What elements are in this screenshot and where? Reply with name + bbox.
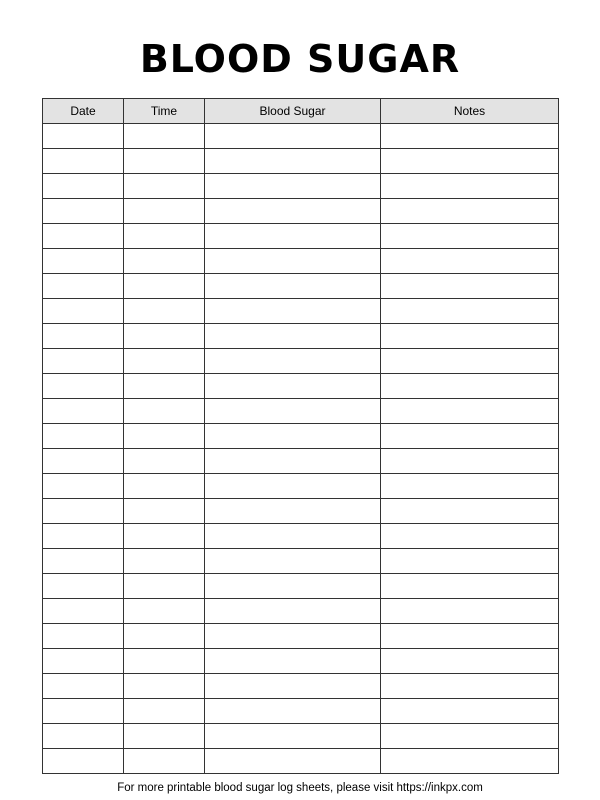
table-row	[43, 624, 559, 649]
blood-sugar-cell[interactable]	[205, 424, 381, 449]
notes-cell[interactable]	[381, 124, 559, 149]
column-header-date: Date	[43, 99, 124, 124]
time-cell[interactable]	[124, 424, 205, 449]
blood-sugar-cell[interactable]	[205, 624, 381, 649]
table-row	[43, 674, 559, 699]
notes-cell[interactable]	[381, 449, 559, 474]
notes-cell[interactable]	[381, 599, 559, 624]
table-row	[43, 424, 559, 449]
blood-sugar-cell[interactable]	[205, 574, 381, 599]
blood-sugar-cell[interactable]	[205, 449, 381, 474]
blood-sugar-cell[interactable]	[205, 499, 381, 524]
table-row	[43, 474, 559, 499]
notes-cell[interactable]	[381, 174, 559, 199]
time-cell[interactable]	[124, 599, 205, 624]
time-cell[interactable]	[124, 624, 205, 649]
notes-cell[interactable]	[381, 474, 559, 499]
time-cell[interactable]	[124, 449, 205, 474]
time-cell[interactable]	[124, 524, 205, 549]
notes-cell[interactable]	[381, 724, 559, 749]
notes-cell[interactable]	[381, 649, 559, 674]
date-cell[interactable]	[43, 349, 124, 374]
table-row	[43, 224, 559, 249]
blood-sugar-cell[interactable]	[205, 349, 381, 374]
notes-cell[interactable]	[381, 674, 559, 699]
time-cell[interactable]	[124, 174, 205, 199]
blood-sugar-cell[interactable]	[205, 549, 381, 574]
date-cell[interactable]	[43, 749, 124, 774]
notes-cell[interactable]	[381, 524, 559, 549]
blood-sugar-cell[interactable]	[205, 174, 381, 199]
blood-sugar-cell[interactable]	[205, 224, 381, 249]
date-cell[interactable]	[43, 549, 124, 574]
time-cell[interactable]	[124, 699, 205, 724]
notes-cell[interactable]	[381, 424, 559, 449]
date-cell[interactable]	[43, 674, 124, 699]
time-cell[interactable]	[124, 199, 205, 224]
notes-cell[interactable]	[381, 249, 559, 274]
footer-note: For more printable blood sugar log sheets, please visit https://inkpx.com	[117, 782, 483, 794]
time-cell[interactable]	[124, 399, 205, 424]
date-cell[interactable]	[43, 374, 124, 399]
table-row	[43, 649, 559, 674]
notes-cell[interactable]	[381, 349, 559, 374]
table-row	[43, 274, 559, 299]
date-cell[interactable]	[43, 599, 124, 624]
time-cell[interactable]	[124, 749, 205, 774]
notes-cell[interactable]	[381, 324, 559, 349]
notes-cell[interactable]	[381, 199, 559, 224]
blood-sugar-cell[interactable]	[205, 699, 381, 724]
date-cell[interactable]	[43, 149, 124, 174]
notes-cell[interactable]	[381, 749, 559, 774]
date-cell[interactable]	[43, 249, 124, 274]
column-header-notes: Notes	[381, 99, 559, 124]
blood-sugar-cell[interactable]	[205, 149, 381, 174]
table-row	[43, 149, 559, 174]
time-cell[interactable]	[124, 574, 205, 599]
notes-cell[interactable]	[381, 274, 559, 299]
notes-cell[interactable]	[381, 549, 559, 574]
table-row	[43, 374, 559, 399]
column-header-time: Time	[124, 99, 205, 124]
blood-sugar-cell[interactable]	[205, 299, 381, 324]
notes-cell[interactable]	[381, 149, 559, 174]
blood-sugar-cell[interactable]	[205, 249, 381, 274]
date-cell[interactable]	[43, 724, 124, 749]
blood-sugar-cell[interactable]	[205, 649, 381, 674]
date-cell[interactable]	[43, 399, 124, 424]
blood-sugar-cell[interactable]	[205, 324, 381, 349]
table-row	[43, 299, 559, 324]
table-row	[43, 349, 559, 374]
time-cell[interactable]	[124, 649, 205, 674]
date-cell[interactable]	[43, 474, 124, 499]
header-row	[43, 99, 559, 124]
date-cell[interactable]	[43, 699, 124, 724]
blood-sugar-cell[interactable]	[205, 199, 381, 224]
table-row	[43, 449, 559, 474]
blood-sugar-cell[interactable]	[205, 124, 381, 149]
table-row	[43, 724, 559, 749]
table-row	[43, 749, 559, 774]
date-cell[interactable]	[43, 124, 124, 149]
time-cell[interactable]	[124, 549, 205, 574]
time-cell[interactable]	[124, 499, 205, 524]
time-cell[interactable]	[124, 149, 205, 174]
table-row	[43, 549, 559, 574]
date-cell[interactable]	[43, 224, 124, 249]
notes-cell[interactable]	[381, 499, 559, 524]
blood-sugar-cell[interactable]	[205, 474, 381, 499]
time-cell[interactable]	[124, 324, 205, 349]
time-cell[interactable]	[124, 224, 205, 249]
notes-cell[interactable]	[381, 624, 559, 649]
time-cell[interactable]	[124, 299, 205, 324]
time-cell[interactable]	[124, 724, 205, 749]
time-cell[interactable]	[124, 124, 205, 149]
blood-sugar-cell[interactable]	[205, 274, 381, 299]
notes-cell[interactable]	[381, 574, 559, 599]
table-row	[43, 199, 559, 224]
blood-sugar-cell[interactable]	[205, 524, 381, 549]
date-cell[interactable]	[43, 574, 124, 599]
date-cell[interactable]	[43, 499, 124, 524]
time-cell[interactable]	[124, 374, 205, 399]
time-cell[interactable]	[124, 274, 205, 299]
date-cell[interactable]	[43, 649, 124, 674]
notes-cell[interactable]	[381, 299, 559, 324]
blood-sugar-cell[interactable]	[205, 399, 381, 424]
table-row	[43, 249, 559, 274]
date-cell[interactable]	[43, 624, 124, 649]
column-header-blood-sugar: Blood Sugar	[205, 99, 381, 124]
time-cell[interactable]	[124, 349, 205, 374]
date-cell[interactable]	[43, 199, 124, 224]
notes-cell[interactable]	[381, 374, 559, 399]
blood-sugar-cell[interactable]	[205, 374, 381, 399]
table-row	[43, 174, 559, 199]
table-header	[43, 99, 559, 124]
date-cell[interactable]	[43, 324, 124, 349]
blood-sugar-cell[interactable]	[205, 599, 381, 624]
table-row	[43, 599, 559, 624]
table-row	[43, 524, 559, 549]
date-cell[interactable]	[43, 299, 124, 324]
date-cell[interactable]	[43, 274, 124, 299]
date-cell[interactable]	[43, 174, 124, 199]
table-row	[43, 399, 559, 424]
date-cell[interactable]	[43, 524, 124, 549]
blood-sugar-cell[interactable]	[205, 749, 381, 774]
table-row	[43, 124, 559, 149]
notes-cell[interactable]	[381, 699, 559, 724]
time-cell[interactable]	[124, 674, 205, 699]
date-cell[interactable]	[43, 449, 124, 474]
table-row	[43, 499, 559, 524]
blood-sugar-log-table	[42, 98, 559, 774]
notes-cell[interactable]	[381, 224, 559, 249]
table-row	[43, 699, 559, 724]
time-cell[interactable]	[124, 249, 205, 274]
notes-cell[interactable]	[381, 399, 559, 424]
blood-sugar-cell[interactable]	[205, 674, 381, 699]
date-cell[interactable]	[43, 424, 124, 449]
table-row	[43, 574, 559, 599]
time-cell[interactable]	[124, 474, 205, 499]
table-body	[43, 124, 559, 774]
table-row	[43, 324, 559, 349]
page-title: BLOOD SUGAR	[139, 37, 461, 81]
blood-sugar-cell[interactable]	[205, 724, 381, 749]
